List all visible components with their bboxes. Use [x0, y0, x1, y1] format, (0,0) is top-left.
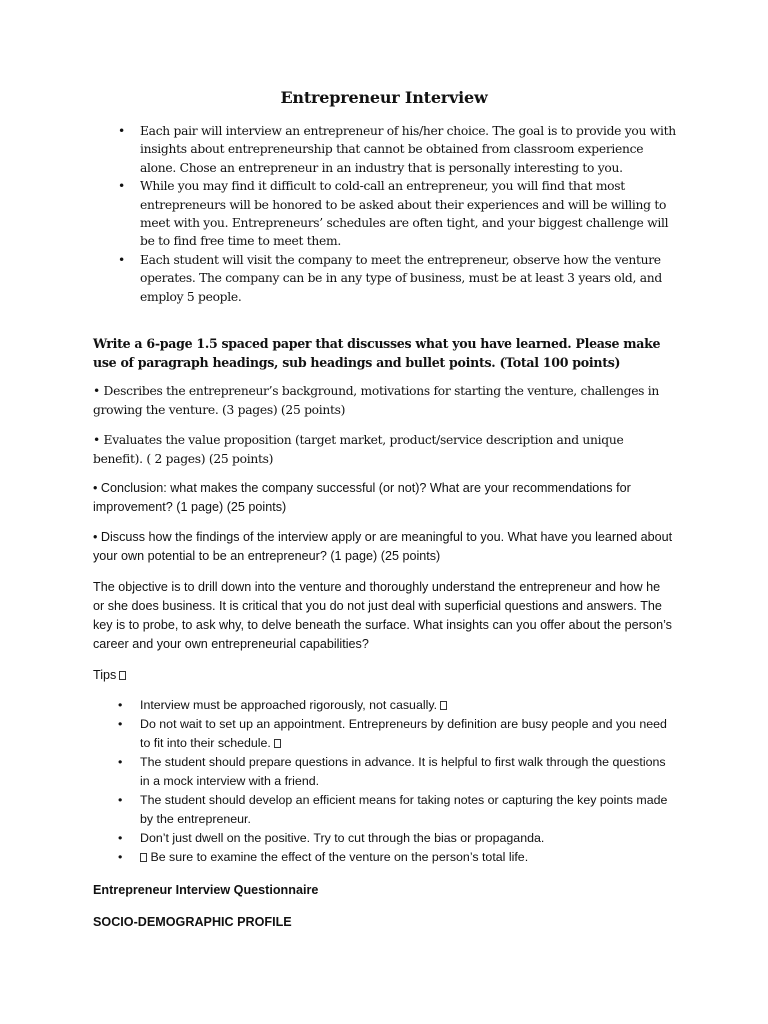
list-item: [118, 829, 678, 848]
missing-glyph-icon: [119, 671, 126, 680]
missing-glyph-icon: [274, 739, 281, 748]
list-item: [118, 177, 678, 251]
bullet-icon: •: [118, 831, 123, 845]
profile-heading: SOCIO-DEMOGRAPHIC PROFILE: [93, 915, 292, 929]
section-requirement: • Conclusion: what makes the company successful (or not)? What are your recommendations for improvement? (1 page) (25 points): [93, 481, 631, 514]
list-item-text: While you may find it difficult to cold-call an entrepreneur, you will find that most entrepreneurs will be honored to be asked about their experiences and will be willing to meet with you. Entrepreneurs’ schedules are often tight, and your biggest challenge will be to find free time to meet them.: [140, 179, 669, 249]
list-item: [118, 696, 678, 715]
tips-label-text: Tips: [93, 668, 117, 682]
list-item-text: Interview must be approached rigorously, not casually.: [140, 698, 438, 712]
list-item: [118, 753, 678, 791]
list-item: [118, 791, 678, 829]
list-item-text: The student should develop an efficient means for taking notes or capturing the key points made by the entrepreneur.: [140, 793, 668, 826]
list-item: [118, 715, 678, 753]
section-requirement: • Evaluates the value proposition (target market, product/service description and unique benefit). ( 2 pages) (25 points): [93, 433, 624, 466]
bullet-icon: •: [118, 793, 123, 807]
list-item-text: Don’t just dwell on the positive. Try to cut through the bias or propaganda.: [140, 831, 545, 845]
document-title: Entrepreneur Interview: [280, 88, 488, 107]
questionnaire-heading: Entrepreneur Interview Questionnaire: [93, 883, 319, 897]
missing-glyph-icon: [440, 701, 447, 710]
bullet-icon: •: [118, 755, 123, 769]
missing-glyph-icon: [140, 853, 147, 862]
list-item: [118, 848, 678, 867]
list-item: [118, 122, 678, 177]
bullet-icon: •: [118, 179, 125, 194]
tips-label: [93, 666, 673, 685]
list-item-text: Be sure to examine the effect of the venture on the person’s total life.: [147, 850, 529, 864]
section-requirement: • Describes the entrepreneur’s background, motivations for starting the venture, challenges in growing the venture. (3 pages) (25 points): [93, 384, 660, 417]
bullet-icon: •: [118, 252, 125, 267]
bullet-icon: •: [118, 717, 123, 731]
bullet-icon: •: [118, 124, 125, 138]
assignment-paragraph: Write a 6-page 1.5 spaced paper that discusses what you have learned. Please make use of paragraph headings, sub headings and bullet points. (Total 100 points): [93, 336, 661, 370]
list-item-text: Each student will visit the company to meet the entrepreneur, observe how the venture operates. The company can be in any type of business, must be at least 3 years old, and employ 5 people.: [140, 252, 662, 304]
section-requirement: • Discuss how the findings of the interview apply or are meaningful to you. What have you learned about your own potential to be an entrepreneur? (1 page) (25 points): [93, 530, 673, 563]
list-item-text: The student should prepare questions in advance. It is helpful to first walk through the questions in a mock interview with a friend.: [140, 755, 666, 788]
tips-bullet-list: [118, 696, 678, 867]
objective-paragraph: The objective is to drill down into the venture and thoroughly understand the entrepreneur and how he or she does business. It is critical that you do not just deal with superficial questions and answers. The key is to probe, to ask why, to delve beneath the surface. What insights can you offer about the person’s career and your own entrepreneurial capabilities?: [93, 580, 672, 651]
list-item: [118, 251, 678, 306]
bullet-icon: •: [118, 698, 123, 712]
bullet-icon: •: [118, 850, 123, 864]
list-item-text: Do not wait to set up an appointment. Entrepreneurs by definition are busy people and you need to fit into their schedule.: [140, 717, 667, 750]
list-item-text: Each pair will interview an entrepreneur of his/her choice. The goal is to provide you with insights about entrepreneurship that cannot be obtained from classroom experience alone. Chose an entrepreneur in an industry that is personally interesting to you.: [140, 124, 676, 175]
intro-bullet-list: [118, 122, 678, 306]
